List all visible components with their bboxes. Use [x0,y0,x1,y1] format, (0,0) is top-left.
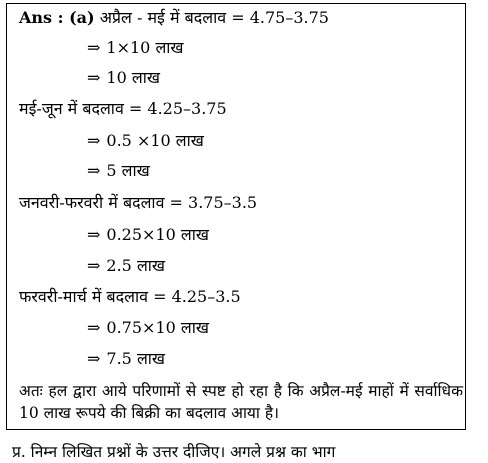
next-section-cutoff [0,434,488,461]
april-may-change: अप्रैल - मई में बदलाव = 4.75–3.75 [99,8,329,27]
answer-line-2 [87,38,184,58]
may-june-result: 5 लाख [106,161,150,180]
next-section-fragment: प्र. निम्न लिखित प्रश्नों के उत्तर दीजिए। अगले प्रश्न का भाग [12,443,336,461]
answer-line-10 [19,287,241,307]
answer-line-3 [87,68,160,88]
answer-line-6 [87,161,150,181]
answer-label: Ans : (a) [19,8,95,27]
april-may-result: 10 लाख [106,68,160,87]
answer-line-4 [19,99,227,119]
implies-arrow-icon: ⇒ [87,256,101,275]
answer-line-1 [19,8,329,28]
answer-line-8 [87,225,209,245]
implies-arrow-icon: ⇒ [87,38,101,57]
answer-box [6,3,466,430]
jan-feb-result: 2.5 लाख [106,256,166,275]
implies-arrow-icon: ⇒ [87,161,101,180]
jan-feb-change: जनवरी-फरवरी में बदलाव = 3.75–3.5 [19,193,258,212]
answer-line-7 [19,193,257,213]
feb-march-change: फरवरी-मार्च में बदलाव = 4.25–3.5 [19,287,241,306]
feb-march-result: 7.5 लाख [106,349,166,368]
implies-arrow-icon: ⇒ [87,318,101,337]
answer-line-5 [87,131,204,151]
answer-line-9 [87,256,165,276]
implies-arrow-icon: ⇒ [87,68,101,87]
april-may-step: 1×10 लाख [106,38,184,57]
implies-arrow-icon: ⇒ [87,349,101,368]
may-june-change: मई-जून में बदलाव = 4.25–3.75 [19,99,227,118]
implies-arrow-icon: ⇒ [87,131,101,150]
feb-march-step: 0.75×10 लाख [106,318,209,337]
implies-arrow-icon: ⇒ [87,225,101,244]
conclusion-paragraph: अतः हल द्वारा आये परिणामों से स्पष्ट हो रहा है कि अप्रैल-मई माहों में सर्वाधिक 10 लाख रूपये की बिक्री का बदलाव आया है। [19,382,463,422]
may-june-step: 0.5 ×10 लाख [106,131,204,150]
answer-line-12 [87,349,165,369]
answer-line-11 [87,318,209,338]
jan-feb-step: 0.25×10 लाख [106,225,209,244]
